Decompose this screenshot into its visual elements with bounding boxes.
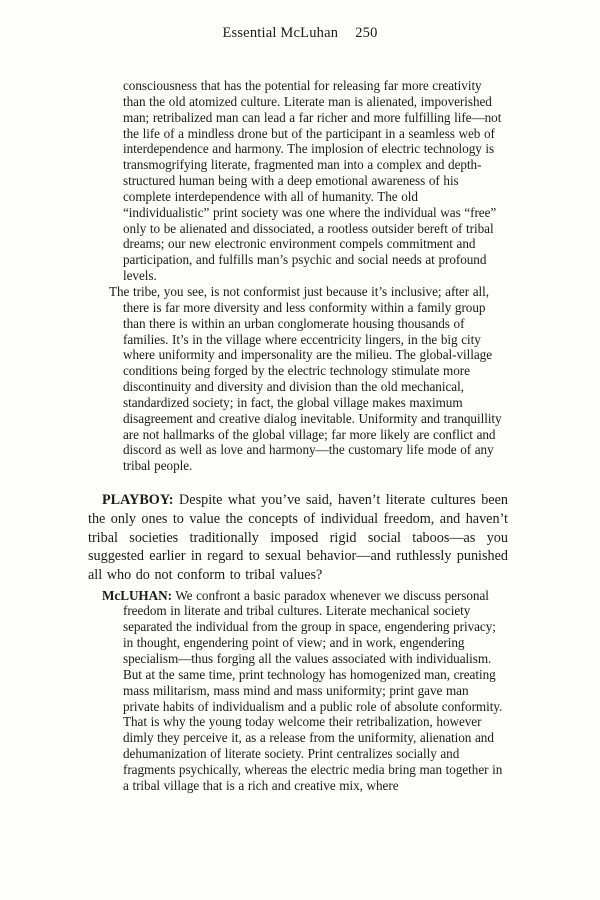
speaker-label-playboy: PLAYBOY:	[102, 492, 174, 509]
speaker-label-mcluhan: McLUHAN:	[102, 587, 172, 603]
paragraph-answer-continuation	[123, 78, 506, 284]
book-title: Essential McLuhan	[222, 25, 339, 41]
answer-paragraph-text: The tribe, you see, is not conformist just because it’s inclusive; after all, there is far more diversity and less conformity within a family group than there is within an urban conglomerate housing thousands of families. It’s in the village where eccentricity lingers, in the big city where uniformity and impersonality are the milieu. The global-village conditions being forged by the electric technology stimulate more discontinuity and diversity and division than the old mechanical, standardized society; in fact, the global village makes maximum disagreement and creative dialog inevitable. Uniformity and tranquillity are not hallmarks of the global village; far more likely are conflict and discord as well as love and harmony—the customary life mode of any tribal people.	[109, 283, 502, 474]
answer-text: We confront a basic paradox whenever we discuss personal freedom in literate and tribal cultures. Literate mechanical society separated the individual from the group in space, engendering privacy; in thought, engendering point of view; and in work, engendering specialism—thus forging all the values associated with individualism. But at the same time, print technology has homogenized man, creating mass militarism, mass mind and mass uniformity; print gave man private habits of individualism and a public role of absolute conformity. That is why the young today welcome their retribalization, however dimly they perceive it, as a release from the uniformity, alienation and dehumanization of literate society. Print centralizes socially and fragments psychically, whereas the electric media bring man together in a tribal village that is a rich and creative mix, where	[123, 587, 503, 793]
running-header	[0, 0, 600, 42]
page-body	[88, 78, 508, 794]
paragraph-answer-mcluhan	[102, 587, 506, 794]
answer-continuation-text: consciousness that has the potential for releasing far more creativity than the old atomized culture. Literate man is alienated, impoverished man; retribalized man can lead a far richer and more fulfilling life—not the life of a mindless drone but of the participant in a seamless web of interdependence and harmony. The implosion of electric technology is transmogrifying literate, fragmented man into a complex and depth-structured human being with a deep emotional awareness of his complete interdependence with all of humanity. The old “individualistic” print society was one where the individual was “free” only to be alienated and dissociated, a rootless outsider bereft of tribal dreams; our new electronic environment compels commitment and participation, and fulfills man’s psychic and social needs at profound levels.	[123, 78, 502, 284]
question-text: Despite what you’ve said, haven’t literate cultures been the only ones to value the concepts of individual freedom, and haven’t tribal societies traditionally imposed rigid social taboos—as you suggested earlier in regard to sexual behavior—and ruthlessly punished all who do not conform to tribal values?	[88, 492, 508, 583]
page-number: 250	[355, 25, 378, 41]
paragraph-question-playboy	[88, 491, 508, 585]
paragraph-answer-tribe	[109, 283, 506, 474]
